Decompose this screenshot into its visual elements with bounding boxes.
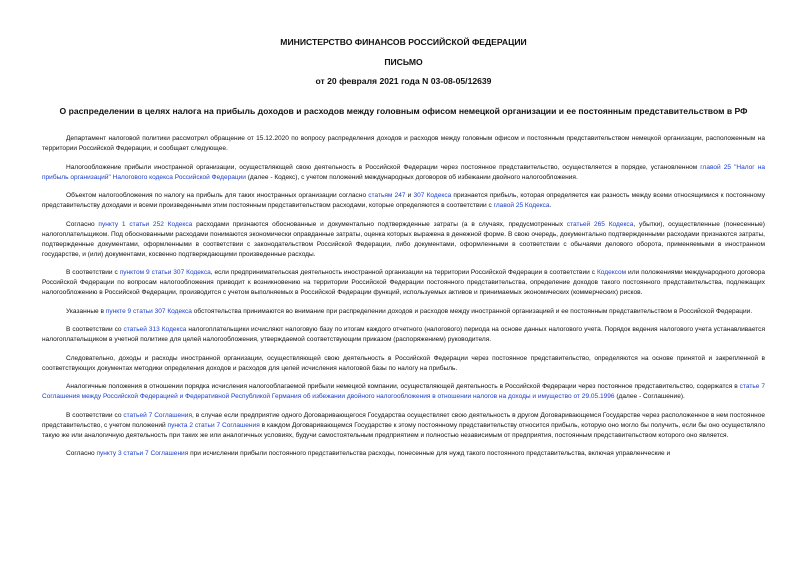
doc-type-heading: ПИСЬМО [384, 57, 423, 67]
reference-link[interactable]: главой 25 "Налог на прибыль организаций" Налогового кодекса Российской Федерации [42, 163, 765, 181]
body-paragraph [42, 382, 765, 402]
paragraph-text: В соответствии со [66, 326, 124, 333]
document-body [42, 134, 765, 468]
body-paragraph [42, 268, 765, 298]
paragraph-text: Объектом налогообложения по налогу на прибыль для таких иностранных организации согласно [66, 192, 369, 199]
body-paragraph [42, 191, 765, 211]
reference-link[interactable]: статьей 313 Кодекса [123, 326, 187, 333]
paragraph-text: , в случае если предприятие одного Договаривающегося Государства осуществляет свою деятельность в другом Договаривающемся Государстве через расположенное в нем постоянное представительство, с учетом положений [42, 411, 765, 429]
body-paragraph [42, 325, 765, 345]
reference-link[interactable]: статье 7 Соглашения между Российской Федерацией и Федеративной Республикой Германия об избежании двойного налогообложения в отношении налогов на доходы и имущество от 29.05.1996 [42, 383, 765, 400]
paragraph-text: Следовательно, доходы и расходы иностранной организации, осуществляющей свою деятельность в Российской Федерации через постоянное представительство, определяются на основе принятой и закрепленной в соответствующих документах методики определения доходов и расходов для целей исчисления налоговой базы по налогу на прибыль. [42, 354, 765, 372]
paragraph-text: налогоплательщики исчисляют налоговую базу по итогам каждого отчетного (налогового) периода на основе данных налогового учета. Порядок ведения налогового учета устанавливается налогоплательщиком в учетной политике для целей налогообложения, утверждаемой соответствующим приказом (распоряжением) руководителя. [42, 326, 765, 343]
body-paragraph [42, 354, 765, 374]
paragraph-text: или положениями международного договора Российской Федерации по вопросам налогообложения приводит к возникновению на территории Российской Федерации постоянного представительства, определение доходов такого постоянного представительства, подлежащих налогообложению в Российской Федерации, производится с учетом выполняемых в Российской Федерации функций, используемых активов и принимаемых экономических (коммерческих) рисков. [42, 269, 766, 296]
reference-link[interactable]: пункте 9 статьи 307 Кодекса [105, 307, 192, 315]
paragraph-text: (далее - Соглашение). [614, 393, 685, 400]
paragraph-text: обстоятельства принимаются во внимание при распределении доходов и расходов между иностранной организацией и ее постоянным представительством в Российской Федерации. [191, 307, 753, 315]
reference-link[interactable]: статьям 247 [368, 192, 406, 199]
reference-link[interactable]: главой 25 Кодекса [493, 202, 550, 209]
paragraph-text: В соответствии с [66, 269, 120, 276]
body-paragraph [42, 220, 765, 260]
reference-link[interactable]: пунктом 9 статьи 307 Кодекса [119, 269, 211, 276]
paragraph-text: расходами признаются обоснованные и документально подтвержденные затраты (а в случаях, предусмотренных [192, 220, 567, 228]
reference-link[interactable]: пункту 1 статьи 252 Кодекса [98, 220, 193, 228]
paragraph-text: и [405, 192, 414, 199]
paragraph-text: В соответствии со [66, 411, 124, 419]
ministry-heading: МИНИСТЕРСТВО ФИНАНСОВ РОССИЙСКОЙ ФЕДЕРАЦИИ [280, 37, 527, 47]
paragraph-text: в каждом Договаривающемся Государстве к этому постоянному представительству относится прибыль, которую оно могло бы получить, если бы оно осуществляло такую же или аналогичную деятельность при таких же или аналогичных условиях, будучи самостоятельным предприятием и полностью независимым от предприятия, постоянным представительством которого оно является. [42, 421, 766, 439]
body-paragraph [42, 307, 765, 317]
paragraph-text: при исчислении прибыли постоянного представительства расходы, понесенные для нужд такого постоянного представительства, включая управленческие и [188, 450, 671, 457]
date-number-heading: от 20 февраля 2021 года N 03-08-05/12639 [315, 76, 492, 86]
paragraph-text: признается прибыль, которая определяется как разность между всеми относящимися к постоянному представительству доходами и всеми произведенными этим постоянным представительством расходами, которые определяются в соответствии с [42, 192, 766, 209]
reference-link[interactable]: 307 Кодекса [413, 192, 452, 199]
paragraph-text: . [549, 202, 552, 209]
paragraph-text: Налогообложение прибыли иностранной организации, осуществляющей свою деятельность в Российской Федерации через постоянное представительство, осуществляется в порядке, установленном [66, 163, 701, 171]
paragraph-text: Аналогичные положения в отношении порядка исчисления налогооблагаемой прибыли немецкой компании, осуществляющей деятельность в Российской Федерации через постоянное представительство, содержатся в [66, 383, 740, 390]
reference-link[interactable]: Кодексом [596, 269, 627, 276]
paragraph-text: Согласно [66, 450, 97, 457]
reference-link[interactable]: статьей 7 Соглашения [123, 411, 192, 419]
body-paragraph [42, 134, 765, 154]
body-paragraph [42, 411, 765, 441]
body-paragraph [42, 449, 765, 459]
paragraph-text: (далее - Кодекс), с учетом положений международных договоров об избежании двойного налогообложения. [245, 173, 578, 181]
reference-link[interactable]: пункта 2 статьи 7 Соглашения [167, 421, 260, 429]
reference-link[interactable]: статьей 265 Кодекса [566, 220, 634, 228]
paragraph-text: , убытки), осуществленные (понесенные) налогоплательщиком. Под обоснованными расходами понимаются экономически оправданные затраты, оценка которых выражена в денежной форме. В свою очередь, документально подтвержденными расходами признаются затраты, подтвержденные документами, оформленными в соответствии с законодательством Российской Федерации, либо документами, оформленными в соответствии с обычаями делового оборота, применяемыми в иностранном государстве, и (или) документами, косвенно подтверждающими произведенные расходы. [42, 220, 765, 258]
paragraph-text: , если предпринимательская деятельность иностранной организации на территории Российской Федерации в соответствии с [210, 269, 597, 276]
paragraph-text: Согласно [66, 220, 99, 228]
body-paragraph [42, 163, 765, 183]
paragraph-text: Указанные в [66, 307, 106, 315]
paragraph-text: Департамент налоговой политики рассмотрел обращение от 15.12.2020 по вопросу распределения доходов и расходов между головным офисом и постоянным представительством немецкой организации, расположенным на территории Российской Федерации, и сообщает следующее. [42, 135, 765, 152]
letter-subject: О распределении в целях налога на прибыль доходов и расходов между головным офисом немецкой организации и ее постоянным представительством в РФ [59, 106, 748, 116]
reference-link[interactable]: пункту 3 статьи 7 Соглашения [96, 450, 189, 457]
